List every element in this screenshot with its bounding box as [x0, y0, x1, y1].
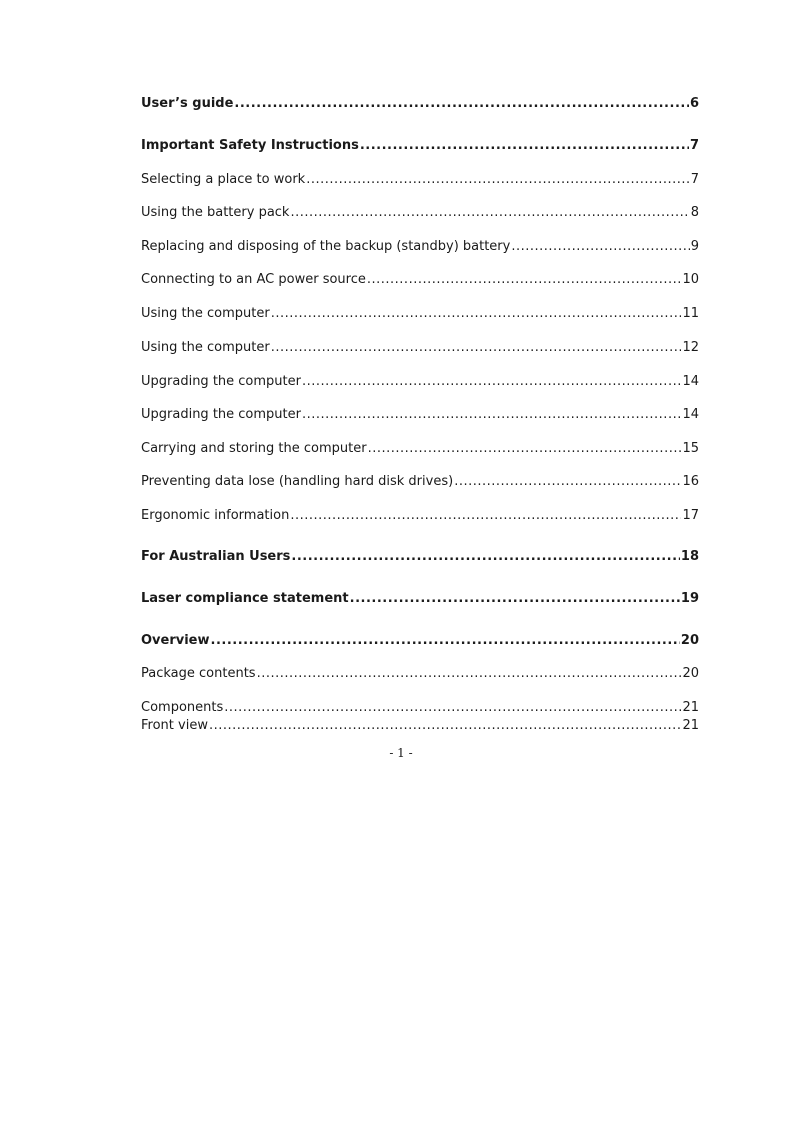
- toc-entry-page: 15: [682, 441, 699, 456]
- toc-entry-title: User’s guide: [141, 96, 234, 111]
- toc-entry-users-guide[interactable]: [141, 96, 699, 112]
- toc-entry-title: Upgrading the computer: [141, 374, 301, 389]
- toc-entry-selecting-a-place-to-work[interactable]: [141, 172, 699, 188]
- toc-entry-title: Carrying and storing the computer: [141, 441, 367, 456]
- toc-leader-dots: [271, 340, 682, 356]
- toc-entry-page: 6: [689, 96, 699, 111]
- toc-entry-page: 7: [690, 172, 699, 187]
- toc-entry-title: Selecting a place to work: [141, 172, 306, 187]
- toc-entry-replacing-backup-battery[interactable]: [141, 239, 699, 255]
- toc-leader-dots: [306, 172, 690, 188]
- toc-leader-dots: [211, 633, 680, 649]
- toc-entry-page: 8: [690, 205, 699, 220]
- toc-entry-title: Front view: [141, 718, 208, 733]
- toc-leader-dots: [368, 441, 682, 457]
- toc-entry-title: Overview: [141, 633, 210, 648]
- toc-entry-page: 21: [682, 700, 699, 715]
- toc-leader-dots: [367, 272, 682, 288]
- toc-entry-carrying-and-storing[interactable]: [141, 441, 699, 457]
- toc-leader-dots: [360, 138, 689, 154]
- toc-entry-using-the-battery-pack[interactable]: [141, 205, 699, 221]
- toc-entry-title: Package contents: [141, 666, 256, 681]
- toc-entry-title: Components: [141, 700, 224, 715]
- toc-entry-title: Using the computer: [141, 306, 270, 321]
- toc-entry-overview[interactable]: [141, 633, 699, 649]
- toc-entry-page: 9: [690, 239, 699, 254]
- toc-entry-page: 10: [682, 272, 699, 287]
- toc-leader-dots: [302, 407, 681, 423]
- toc-entry-using-the-computer[interactable]: [141, 306, 699, 322]
- toc-entry-laser-compliance-statement[interactable]: [141, 591, 699, 607]
- toc-entry-page: 11: [682, 306, 699, 321]
- toc-entry-upgrading-the-computer[interactable]: [141, 374, 699, 390]
- toc-entry-title: Connecting to an AC power source: [141, 272, 366, 287]
- toc-entry-title: Ergonomic information: [141, 508, 290, 523]
- toc-entry-page: 20: [682, 666, 699, 681]
- toc-entry-page: 21: [682, 718, 699, 733]
- toc-entry-title: Important Safety Instructions: [141, 138, 359, 153]
- toc-entry-title: Laser compliance statement: [141, 591, 349, 606]
- table-of-contents: [141, 0, 699, 740]
- toc-leader-dots: [257, 666, 682, 682]
- toc-entry-preventing-data-lose[interactable]: [141, 474, 699, 490]
- page-number: - 1 -: [389, 746, 413, 760]
- toc-entry-page: 12: [682, 340, 699, 355]
- toc-entry-important-safety-instructions[interactable]: [141, 138, 699, 154]
- toc-leader-dots: [224, 700, 681, 716]
- toc-leader-dots: [290, 205, 689, 221]
- toc-leader-dots: [454, 474, 681, 490]
- toc-entry-title: Replacing and disposing of the backup (standby) battery: [141, 239, 511, 254]
- toc-entry-page: 14: [682, 374, 699, 389]
- toc-entry-title: Using the battery pack: [141, 205, 290, 220]
- toc-leader-dots: [511, 239, 689, 255]
- toc-entry-components[interactable]: [141, 700, 699, 716]
- toc-entry-page: 18: [680, 549, 699, 564]
- toc-entry-connecting-ac-power[interactable]: [141, 272, 699, 288]
- toc-entry-page: 20: [680, 633, 699, 648]
- toc-leader-dots: [350, 591, 680, 607]
- toc-entry-using-the-computer-2[interactable]: [141, 340, 699, 356]
- toc-entry-page: 19: [680, 591, 699, 606]
- toc-leader-dots: [209, 718, 682, 734]
- toc-entry-title: Using the computer: [141, 340, 270, 355]
- toc-entry-page: 7: [689, 138, 699, 153]
- toc-leader-dots: [234, 96, 689, 112]
- toc-entry-title: For Australian Users: [141, 549, 291, 564]
- toc-entry-title: Preventing data lose (handling hard disk drives): [141, 474, 454, 489]
- toc-leader-dots: [291, 549, 680, 565]
- toc-entry-page: 17: [682, 508, 699, 523]
- toc-leader-dots: [271, 306, 682, 322]
- toc-leader-dots: [302, 374, 681, 390]
- toc-entry-ergonomic-information[interactable]: [141, 508, 699, 524]
- toc-entry-front-view[interactable]: [141, 718, 699, 734]
- toc-entry-package-contents[interactable]: [141, 666, 699, 682]
- toc-entry-for-australian-users[interactable]: [141, 549, 699, 565]
- toc-entry-page: 14: [682, 407, 699, 422]
- toc-leader-dots: [290, 508, 681, 524]
- toc-entry-title: Upgrading the computer: [141, 407, 301, 422]
- toc-entry-page: 16: [682, 474, 699, 489]
- toc-entry-upgrading-the-computer-2[interactable]: [141, 407, 699, 423]
